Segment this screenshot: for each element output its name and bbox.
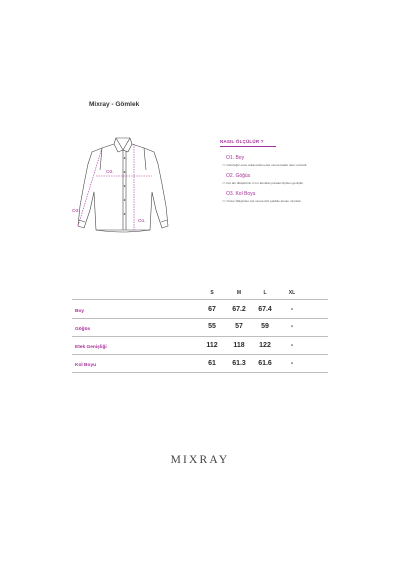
step-title: O3. Kol Boyu <box>226 191 256 197</box>
table-cell: - <box>290 342 294 349</box>
table-cell: 61.3 <box>232 360 246 367</box>
size-header-m: M <box>236 290 242 296</box>
table-divider <box>72 299 328 300</box>
table-cell: 67 <box>208 306 216 313</box>
table-divider <box>72 354 328 355</box>
table-cell: 59 <box>261 323 269 330</box>
size-header-xl: XL <box>288 290 296 296</box>
row-label-boy: Boy <box>75 309 85 314</box>
how-to-underline <box>220 146 276 147</box>
table-cell: 112 <box>206 342 218 349</box>
table-cell: 118 <box>233 342 245 349</box>
table-cell: - <box>290 306 294 313</box>
table-cell: 67.4 <box>258 306 272 313</box>
table-divider <box>72 336 328 337</box>
table-cell: 61 <box>208 360 216 367</box>
step-title: O2. Göğüs <box>226 173 251 179</box>
step-description: <> Omuz dikişinden kol ucuna düz şekilde alınan uzunluk. <box>222 199 302 203</box>
step-description: <> Gömleğin ense arkasından etek ucuna kadar olan uzunluk. <box>222 163 308 167</box>
table-divider <box>72 372 328 373</box>
table-cell: 61.6 <box>258 360 272 367</box>
step-title: O1. Boy <box>226 155 245 161</box>
size-header-s: S <box>210 290 214 296</box>
table-cell: - <box>290 323 294 330</box>
table-divider <box>72 318 328 319</box>
shirt-diagram <box>72 134 184 244</box>
how-to-title: NASIL ÖLÇÜLÜR ? <box>220 139 264 144</box>
table-cell: 67.2 <box>232 306 246 313</box>
table-cell: 57 <box>235 323 243 330</box>
diagram-label-o2: O2. <box>106 170 114 175</box>
diagram-label-o3: O3. <box>72 209 80 214</box>
brand-logo: MIXRAY <box>170 454 230 466</box>
step-description: <> Kol altı dikişlerinin 2 cm altından paralel ölçülen genişlik. <box>222 181 304 185</box>
row-label-kol-boyu: Kol Boyu <box>75 363 97 368</box>
product-title: Mixray - Gömlek <box>89 101 140 108</box>
row-label-gogus: Göğüs <box>75 327 91 332</box>
table-cell: 55 <box>208 323 216 330</box>
table-cell: - <box>290 360 294 367</box>
diagram-label-o1: O1. <box>138 219 146 224</box>
row-label-etek-genisligi: Etek Genişliği <box>75 345 107 350</box>
size-header-l: L <box>263 290 267 296</box>
table-cell: 122 <box>259 342 271 349</box>
